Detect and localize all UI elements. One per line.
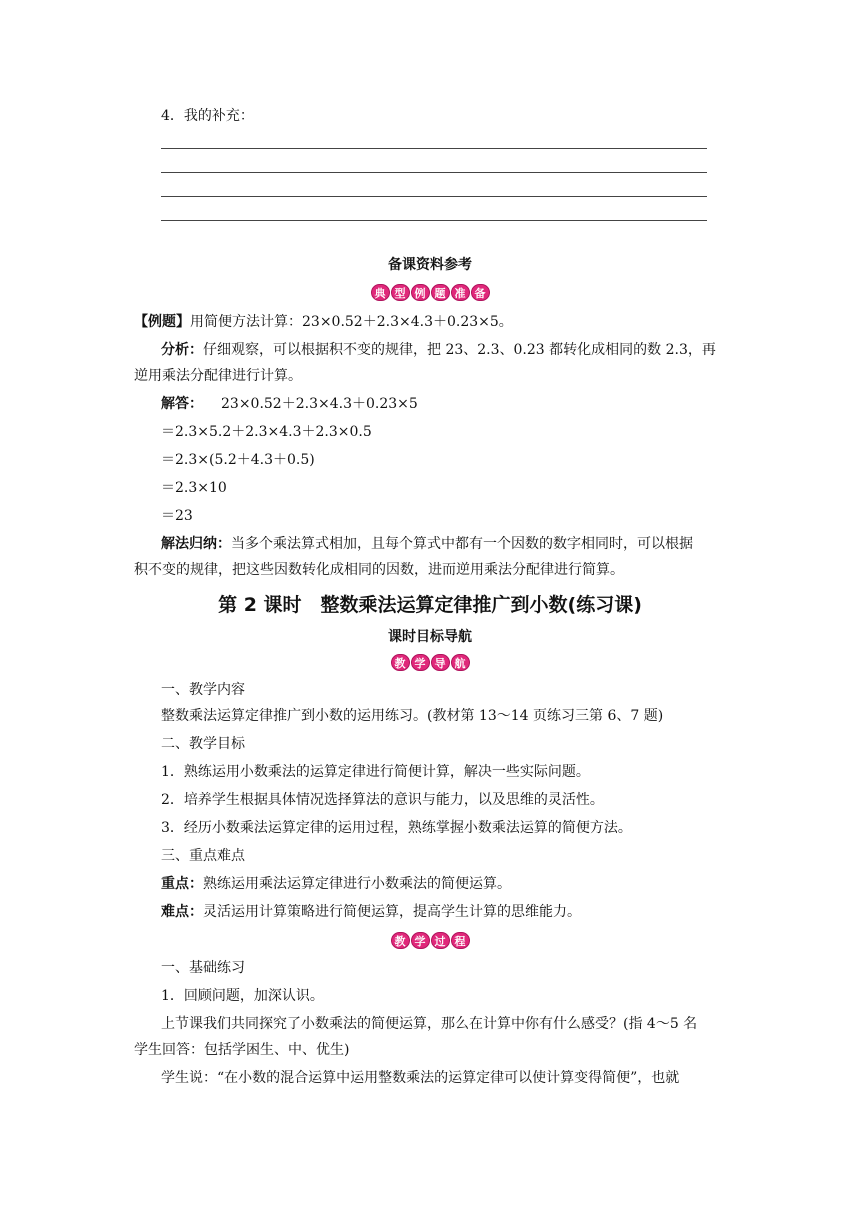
nav-title: 课时目标导航 <box>388 629 472 645</box>
section-heading: 三、重点难点 <box>161 848 245 864</box>
badge-char: 学 <box>411 654 430 671</box>
example-question <box>134 312 513 332</box>
supplement-label: 4．我的补充： <box>161 108 254 124</box>
section-heading: 一、教学内容 <box>161 682 245 698</box>
badge-char: 准 <box>451 284 470 301</box>
analysis-label: 分析： <box>161 342 203 358</box>
badge-char: 过 <box>431 932 450 949</box>
answer-line <box>161 394 418 414</box>
analysis-text: 仔细观察，可以根据积不变的规律，把 23、2.3、0.23 都转化成相同的数 2.3，再 <box>203 342 716 358</box>
badge-example-prep <box>0 282 860 301</box>
summary-line <box>161 534 693 554</box>
process-text: 上节课我们共同探究了小数乘法的简便运算，那么在计算中你有什么感受？(指 4～5 名 <box>161 1016 698 1032</box>
badge-char: 学 <box>411 932 430 949</box>
goal-item: 1．熟练运用小数乘法的运算定律进行简便计算，解决一些实际问题。 <box>161 764 590 780</box>
answer-line <box>161 196 707 197</box>
section-heading: 一、基础练习 <box>161 960 245 976</box>
chapter-title: 第 2 课时 整数乘法运算定律推广到小数(练习课) <box>218 594 642 616</box>
summary-text: 当多个乘法算式相加，且每个算式中都有一个因数的数字相同时，可以根据 <box>231 536 693 552</box>
difficulty-point <box>161 902 581 922</box>
goal-item: 3．经历小数乘法运算定律的运用过程，熟练掌握小数乘法运算的简便方法。 <box>161 820 632 836</box>
answer-step: ＝2.3×10 <box>161 480 227 496</box>
badge-teaching-nav <box>0 652 860 671</box>
answer-step: ＝2.3×(5.2＋4.3＋0.5) <box>161 452 315 468</box>
section-heading: 二、教学目标 <box>161 736 245 752</box>
badge-char: 例 <box>411 284 430 301</box>
answer-expression: 23×0.52＋2.3×4.3＋0.23×5 <box>221 396 418 412</box>
difficulty-text: 灵活运用计算策略进行简便运算，提高学生计算的思维能力。 <box>203 904 581 920</box>
answer-line <box>161 220 707 221</box>
badge-char: 程 <box>451 932 470 949</box>
answer-line <box>161 172 707 173</box>
answer-label: 解答： <box>161 396 203 412</box>
badge-char: 航 <box>451 654 470 671</box>
badge-teaching-process <box>0 930 860 949</box>
difficulty-label: 难点： <box>161 904 203 920</box>
badge-char: 题 <box>431 284 450 301</box>
badge-char: 教 <box>391 932 410 949</box>
key-text: 熟练运用乘法运算定律进行小数乘法的简便运算。 <box>203 876 511 892</box>
process-text: 学生回答：包括学困生、中、优生) <box>134 1042 350 1058</box>
goal-item: 2．培养学生根据具体情况选择算法的意识与能力，以及思维的灵活性。 <box>161 792 604 808</box>
answer-step: ＝2.3×5.2＋2.3×4.3＋2.3×0.5 <box>161 424 372 440</box>
example-text: 用简便方法计算：23×0.52＋2.3×4.3＋0.23×5。 <box>190 314 513 330</box>
summary-label: 解法归纳： <box>161 536 231 552</box>
example-label: 【例题】 <box>134 314 190 330</box>
badge-char: 备 <box>471 284 490 301</box>
key-point <box>161 874 511 894</box>
reference-title: 备课资料参考 <box>388 257 472 273</box>
key-label: 重点： <box>161 876 203 892</box>
summary-line: 积不变的规律，把这些因数转化成相同的因数，进而逆用乘法分配律进行简算。 <box>134 562 624 578</box>
analysis-line: 逆用乘法分配律进行计算。 <box>134 368 302 384</box>
process-text: 学生说：“在小数的混合运算中运用整数乘法的运算定律可以使计算变得简便”，也就 <box>161 1070 680 1086</box>
badge-char: 典 <box>371 284 390 301</box>
step-heading: 1．回顾问题，加深认识。 <box>161 988 324 1004</box>
content-text: 整数乘法运算定律推广到小数的运用练习。(教材第 13～14 页练习三第 6、7 题) <box>161 708 664 724</box>
answer-step: ＝23 <box>161 508 193 524</box>
analysis-line <box>161 340 716 360</box>
answer-line <box>161 148 707 149</box>
badge-char: 导 <box>431 654 450 671</box>
badge-char: 教 <box>391 654 410 671</box>
badge-char: 型 <box>391 284 410 301</box>
